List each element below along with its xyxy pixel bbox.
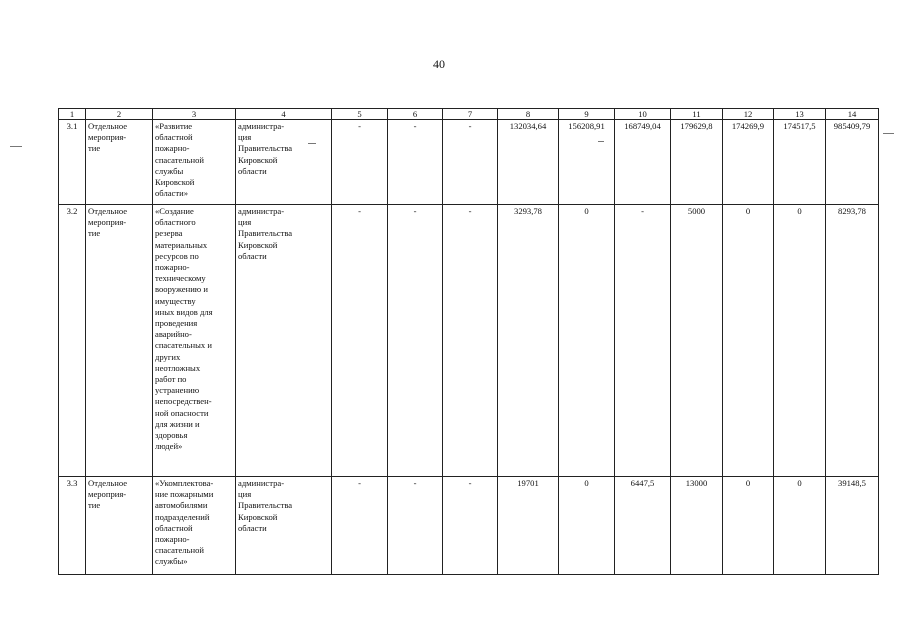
page-number: 40 bbox=[433, 57, 445, 71]
activity-name-cell: «Создание областного резерва материальных ресурсов по пожарно- техническому вооружению и имуществу иных видов для проведения аварийно- спасательных и других неотложных работ по устранению непосредствен- ной опасности для жизни и здоровья людей» bbox=[153, 205, 236, 477]
value-cell: - bbox=[388, 205, 443, 477]
value-cell: 5000 bbox=[671, 205, 723, 477]
value-cell: - bbox=[443, 120, 498, 205]
column-header: 2 bbox=[86, 109, 153, 120]
value-cell: 0 bbox=[774, 205, 826, 477]
value-cell: - bbox=[332, 120, 388, 205]
column-header: 14 bbox=[826, 109, 879, 120]
budget-table bbox=[58, 108, 879, 575]
activity-name-cell: «Развитие областной пожарно- спасательной службы Кировской области» bbox=[153, 120, 236, 205]
value-cell: 13000 bbox=[671, 477, 723, 575]
row-number-cell: 3.3 bbox=[59, 477, 86, 575]
activity-type-cell: Отдельное мероприя- тие bbox=[86, 205, 153, 477]
value-cell: 174517,5 bbox=[774, 120, 826, 205]
executor-cell: администра- ция Правительства Кировской области bbox=[236, 120, 332, 205]
table-row bbox=[59, 120, 879, 205]
executor-cell: администра- ция Правительства Кировской области bbox=[236, 477, 332, 575]
total-cell: 985409,79 bbox=[826, 120, 879, 205]
value-cell: 6447,5 bbox=[615, 477, 671, 575]
value-cell: 19701 bbox=[498, 477, 559, 575]
value-cell: 174269,9 bbox=[723, 120, 774, 205]
scan-mark bbox=[10, 146, 22, 147]
column-header: 5 bbox=[332, 109, 388, 120]
table-row bbox=[59, 205, 879, 477]
row-number-cell: 3.1 bbox=[59, 120, 86, 205]
activity-name-cell: «Укомплектова- ние пожарными автомобилями подразделений областной пожарно- спасательной службы» bbox=[153, 477, 236, 575]
value-cell: 0 bbox=[559, 477, 615, 575]
value-cell: - bbox=[443, 477, 498, 575]
column-header: 6 bbox=[388, 109, 443, 120]
value-cell: 0 bbox=[774, 477, 826, 575]
value-cell: 0 bbox=[559, 205, 615, 477]
header-row bbox=[59, 109, 879, 120]
executor-cell: администра- ция Правительства Кировской области bbox=[236, 205, 332, 477]
row-number-cell: 3.2 bbox=[59, 205, 86, 477]
value-cell: 132034,64 bbox=[498, 120, 559, 205]
column-header: 4 bbox=[236, 109, 332, 120]
value-cell: - bbox=[388, 477, 443, 575]
activity-type-cell: Отдельное мероприя- тие bbox=[86, 120, 153, 205]
column-header: 11 bbox=[671, 109, 723, 120]
value-cell: - bbox=[443, 205, 498, 477]
value-cell: 156208,91 bbox=[559, 120, 615, 205]
value-cell: 179629,8 bbox=[671, 120, 723, 205]
column-header: 1 bbox=[59, 109, 86, 120]
total-cell: 8293,78 bbox=[826, 205, 879, 477]
table-row bbox=[59, 477, 879, 575]
value-cell: 0 bbox=[723, 477, 774, 575]
total-cell: 39148,5 bbox=[826, 477, 879, 575]
value-cell: 3293,78 bbox=[498, 205, 559, 477]
column-header: 7 bbox=[443, 109, 498, 120]
column-header: 8 bbox=[498, 109, 559, 120]
scan-mark bbox=[598, 141, 604, 142]
column-header: 13 bbox=[774, 109, 826, 120]
scan-mark bbox=[308, 143, 316, 144]
column-header: 9 bbox=[559, 109, 615, 120]
value-cell: 0 bbox=[723, 205, 774, 477]
column-header: 3 bbox=[153, 109, 236, 120]
scan-mark bbox=[883, 133, 894, 134]
value-cell: - bbox=[388, 120, 443, 205]
activity-type-cell: Отдельное мероприя- тие bbox=[86, 477, 153, 575]
value-cell: 168749,04 bbox=[615, 120, 671, 205]
value-cell: - bbox=[332, 205, 388, 477]
column-header: 12 bbox=[723, 109, 774, 120]
value-cell: - bbox=[615, 205, 671, 477]
column-header: 10 bbox=[615, 109, 671, 120]
value-cell: - bbox=[332, 477, 388, 575]
